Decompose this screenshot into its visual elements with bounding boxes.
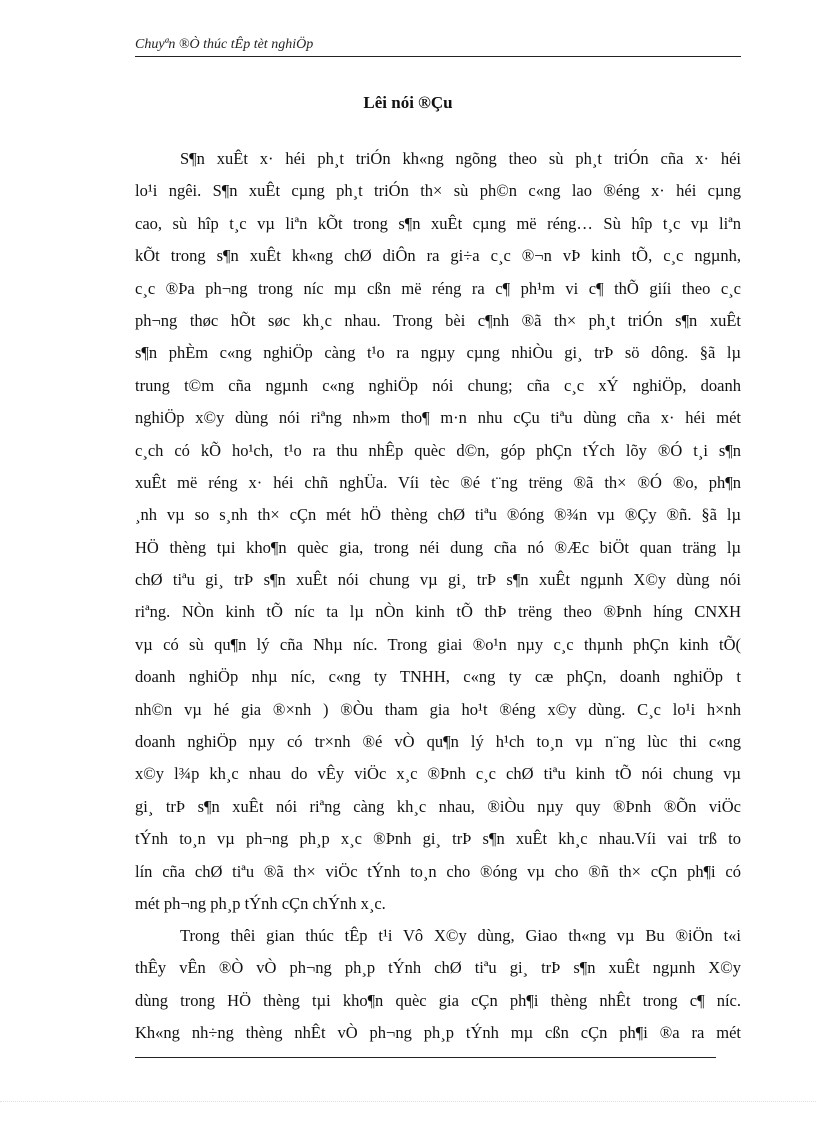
paragraph-line: nh©n vµ hé gia ®×nh ) ®Òu tham gia ho¹t ®éng x©y dùng. C¸c lo¹i h×nh — [135, 699, 741, 719]
paragraph-line: vµ có sù qu¶n lý cña Nhµ níc. Trong giai ®o¹n nµy c¸c thµnh phÇn kinh tÕ( — [135, 634, 741, 654]
paragraph-line: Kh«ng nh÷ng thèng nhÊt vÒ ph¬ng ph¸p tÝnh mµ cßn cÇn ph¶i ®a ra mét — [135, 1023, 741, 1043]
paragraph-line: ¸nh vµ so s¸nh th× cÇn mét hÖ thèng chØ tiªu ®óng ®¾n vµ ®Çy ®ñ. §ã lµ — [135, 505, 741, 525]
page-edge — [0, 1101, 816, 1102]
paragraph-line: xuÊt më réng x· héi chñ nghÜa. Víi tèc ®é t¨ng trëng ®ã th× ®Ó ®o, ph¶n — [135, 472, 741, 492]
paragraph-1 — [135, 143, 741, 920]
paragraph-line: c¸c ®Þa ph¬ng trong níc mµ cßn më réng ra c¶ ph¹m vi c¶ thÕ giíi theo c¸c — [135, 278, 741, 298]
paragraph-line: doanh nghiÖp nhµ níc, c«ng ty TNHH, c«ng ty cæ phÇn, doanh nghiÖp t — [135, 667, 741, 687]
document-title: Lêi nói ®Çu — [363, 93, 453, 112]
paragraph-line: ph¬ng thøc hÕt søc kh¸c nhau. Trong bèi c¶nh ®ã th× ph¸t triÓn s¶n xuÊt — [135, 310, 741, 330]
paragraph-line: tÝnh to¸n vµ ph¬ng ph¸p x¸c ®Þnh gi¸ trÞ s¶n xuÊt kh¸c nhau.Víi vai trß to — [135, 829, 741, 849]
paragraph-line: c¸ch có kÕ ho¹ch, t¹o ra thu nhÊp quèc d©n, góp phÇn tÝch lõy ®Ó t¸i s¶n — [135, 440, 741, 460]
paragraph-line: dùng trong HÖ thèng tµi kho¶n quèc gia cÇn ph¶i thèng nhÊt trong c¶ níc. — [135, 990, 741, 1010]
header-rule — [135, 56, 741, 57]
paragraph-line: riªng. NÒn kinh tÕ níc ta lµ nÒn kinh tÕ thÞ trëng theo ®Þnh híng CNXH — [135, 602, 741, 622]
paragraph-line: nghiÖp x©y dùng nói riªng nh»m tho¶ m·n nhu cÇu tiªu dùng cña x· héi mét — [135, 408, 741, 428]
paragraph-line: Trong thêi gian thúc tÊp t¹i Vô X©y dùng, Giao th«ng vµ Bu ®iÖn t«i — [180, 926, 741, 945]
paragraph-line: mét ph¬ng ph¸p tÝnh cÇn chÝnh x¸c. — [135, 893, 386, 913]
paragraph-line: lín cña chØ tiªu ®ã th× viÖc tÝnh to¸n cho ®óng vµ cho ®ñ th× cÇn ph¶i có — [135, 861, 741, 881]
paragraph-line: chØ tiªu gi¸ trÞ s¶n xuÊt nói chung vµ gi¸ trÞ s¶n xuÊt ngµnh X©y dùng nói — [135, 570, 741, 590]
paragraph-line: s¶n phÈm c«ng nghiÖp càng t¹o ra ngµy cµng nhiÒu gi¸ trÞ sö dông. §ã lµ — [135, 343, 741, 363]
paragraph-line: cao, sù hîp t¸c vµ liªn kÕt trong s¶n xuÊt cµng më réng… Sù hîp t¸c vµ liªn — [135, 213, 741, 233]
paragraph-2 — [135, 920, 741, 1050]
paragraph-line: gi¸ trÞ s¶n xuÊt nói riªng càng kh¸c nhau, ®iÒu nµy quy ®Þnh ®Õn viÖc — [135, 796, 741, 816]
footer-rule — [135, 1057, 716, 1058]
paragraph-line: kÕt trong s¶n xuÊt kh«ng chØ diÔn ra gi÷a c¸c ®¬n vÞ kinh tÕ, c¸c ngµnh, — [135, 246, 741, 266]
paragraph-line: trung t©m cña ngµnh c«ng nghiÖp nói chung; cña c¸c xÝ nghiÖp, doanh — [135, 375, 741, 395]
paragraph-line: thÊy vÊn ®Ò vÒ ph¬ng ph¸p tÝnh chØ tiªu gi¸ trÞ s¶n xuÊt ngµnh X©y — [135, 958, 741, 978]
paragraph-line: x©y l¾p kh¸c nhau do vÊy viÖc x¸c ®Þnh c¸c chØ tiªu kinh tÕ nói chung vµ — [135, 764, 741, 784]
paragraph-line: HÖ thèng tµi kho¶n quèc gia, trong néi dung cña nó ®Æc biÖt quan träng lµ — [135, 537, 741, 557]
running-header: Chuyªn ®Ò thúc tÊp tèt nghiÖp — [135, 37, 314, 52]
paragraph-line: lo¹i ngêi. S¶n xuÊt cµng ph¸t triÓn th× sù ph©n c«ng lao ®éng x· héi cµng — [135, 181, 741, 201]
paragraph-line: S¶n xuÊt x· héi ph¸t triÓn kh«ng ngõng theo sù ph¸t triÓn cña x· héi — [180, 149, 741, 168]
paragraph-line: doanh nghiÖp nµy có tr×nh ®é vÒ qu¶n lý h¹ch to¸n vµ n¨ng lùc thi c«ng — [135, 732, 741, 752]
